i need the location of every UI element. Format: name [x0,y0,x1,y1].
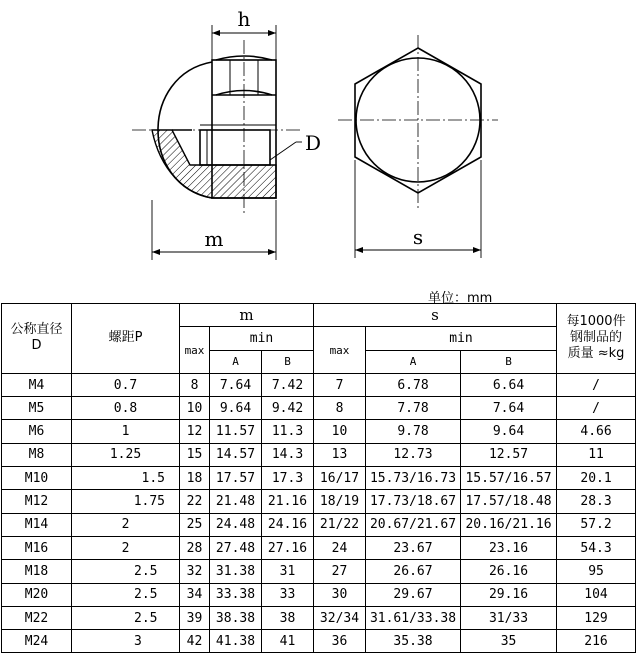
cell-p: 1 [72,420,180,443]
header-s-max: max [314,327,366,374]
cell-p: 0.8 [72,397,180,420]
label-h: h [237,7,251,31]
cell-s-a: 17.73/18.67 [366,490,461,513]
cell-w: 28.3 [557,490,636,513]
cell-m-b: 27.16 [262,536,314,559]
cell-s-a: 26.67 [366,560,461,583]
cell-s-max: 8 [314,397,366,420]
header-weight-l3: 质量 ≈kg [567,346,625,362]
cell-m-b: 38 [262,606,314,629]
table-body [2,373,636,653]
table-row [2,490,636,513]
table-row [2,443,636,466]
header-nominal [2,304,72,374]
cell-w: / [557,373,636,396]
cell-w: 57.2 [557,513,636,536]
cell-w: 95 [557,560,636,583]
cell-s-b: 7.64 [461,397,557,420]
cell-m-b: 24.16 [262,513,314,536]
header-s: s [314,304,557,327]
technical-drawing [0,0,636,290]
cell-m-a: 24.48 [210,513,262,536]
cell-s-b: 26.16 [461,560,557,583]
cell-m-a: 41.38 [210,630,262,653]
cell-s-a: 7.78 [366,397,461,420]
cell-p: 0.7 [72,373,180,396]
unit-label: 单位：mm [428,291,493,306]
table-row [2,606,636,629]
cell-m-a: 33.38 [210,583,262,606]
cell-s-a: 20.67/21.67 [366,513,461,536]
cell-d: M20 [2,583,72,606]
table-row [2,397,636,420]
cell-m-b: 41 [262,630,314,653]
header-m: m [180,304,314,327]
cell-p: 2 [72,536,180,559]
cell-s-b: 23.16 [461,536,557,559]
cell-s-b: 12.57 [461,443,557,466]
cell-w: 20.1 [557,467,636,490]
table-row [2,630,636,653]
cell-m-b: 21.16 [262,490,314,513]
header-pitch: 螺距P [72,304,180,374]
cell-m-max: 39 [180,606,210,629]
cell-m-b: 11.3 [262,420,314,443]
cell-d: M5 [2,397,72,420]
cell-w: 104 [557,583,636,606]
cell-s-a: 6.78 [366,373,461,396]
cell-m-a: 27.48 [210,536,262,559]
label-s: s [412,225,424,249]
header-m-b: B [262,350,314,373]
cell-p: 3 [72,630,180,653]
cell-s-max: 27 [314,560,366,583]
table-row [2,536,636,559]
cell-m-a: 9.64 [210,397,262,420]
cell-m-a: 17.57 [210,467,262,490]
cell-p: 2.5 [72,606,180,629]
cell-s-b: 31/33 [461,606,557,629]
cell-s-max: 36 [314,630,366,653]
cell-m-max: 42 [180,630,210,653]
header-nominal-sym: D [31,338,42,354]
cell-d: M24 [2,630,72,653]
dimension-table [1,303,636,653]
cell-w: 4.66 [557,420,636,443]
cell-s-max: 10 [314,420,366,443]
cell-s-max: 7 [314,373,366,396]
cell-d: M16 [2,536,72,559]
cell-p: 2.5 [72,583,180,606]
cell-s-max: 16/17 [314,467,366,490]
cell-s-a: 9.78 [366,420,461,443]
header-weight [557,304,636,374]
cell-s-b: 20.16/21.16 [461,513,557,536]
table-row [2,513,636,536]
header-s-a: A [366,350,461,373]
cell-w: 11 [557,443,636,466]
header-nominal-text: 公称直径 [10,322,63,338]
cell-p: 2 [72,513,180,536]
cell-m-a: 14.57 [210,443,262,466]
cell-s-max: 30 [314,583,366,606]
cell-d: M8 [2,443,72,466]
cell-m-max: 32 [180,560,210,583]
header-m-a: A [210,350,262,373]
cell-s-max: 13 [314,443,366,466]
table-row [2,467,636,490]
header-weight-l1: 每1000件 [566,314,626,330]
cell-m-max: 22 [180,490,210,513]
header-m-min: min [210,327,314,350]
cell-m-max: 18 [180,467,210,490]
cell-m-max: 25 [180,513,210,536]
header-m-max: max [180,327,210,374]
cell-d: M14 [2,513,72,536]
cell-s-b: 9.64 [461,420,557,443]
cell-p: 1.5 [72,467,180,490]
table-row [2,373,636,396]
section-hatch [152,130,276,198]
cell-s-max: 18/19 [314,490,366,513]
cell-d: M10 [2,467,72,490]
cell-s-b: 29.16 [461,583,557,606]
cell-s-b: 17.57/18.48 [461,490,557,513]
table-row [2,560,636,583]
cell-m-a: 38.38 [210,606,262,629]
cell-m-b: 7.42 [262,373,314,396]
cell-s-max: 24 [314,536,366,559]
cell-m-b: 33 [262,583,314,606]
cell-d: M22 [2,606,72,629]
cell-s-b: 6.64 [461,373,557,396]
cell-m-b: 9.42 [262,397,314,420]
cell-w: 129 [557,606,636,629]
cell-m-a: 7.64 [210,373,262,396]
header-s-min: min [366,327,557,350]
cell-s-a: 35.38 [366,630,461,653]
cell-s-a: 23.67 [366,536,461,559]
cell-p: 1.75 [72,490,180,513]
cell-d: M12 [2,490,72,513]
cell-m-a: 21.48 [210,490,262,513]
label-D: D [305,131,322,155]
cell-d: M18 [2,560,72,583]
label-m: m [204,227,224,251]
cell-w: / [557,397,636,420]
cell-m-max: 28 [180,536,210,559]
cell-m-b: 31 [262,560,314,583]
table-row [2,420,636,443]
cell-s-a: 15.73/16.73 [366,467,461,490]
cell-s-a: 29.67 [366,583,461,606]
cell-d: M4 [2,373,72,396]
cell-m-max: 15 [180,443,210,466]
cell-s-a: 31.61/33.38 [366,606,461,629]
table-row [2,583,636,606]
cell-m-a: 11.57 [210,420,262,443]
cell-s-a: 12.73 [366,443,461,466]
header-weight-l2: 钢制品的 [570,330,623,346]
cell-s-max: 32/34 [314,606,366,629]
cell-w: 54.3 [557,536,636,559]
cell-s-b: 15.57/16.57 [461,467,557,490]
cell-m-b: 14.3 [262,443,314,466]
cell-m-max: 34 [180,583,210,606]
cell-p: 1.25 [72,443,180,466]
cell-s-b: 35 [461,630,557,653]
cell-m-a: 31.38 [210,560,262,583]
cell-m-max: 10 [180,397,210,420]
cell-m-max: 8 [180,373,210,396]
cell-m-max: 12 [180,420,210,443]
cell-d: M6 [2,420,72,443]
cell-s-max: 21/22 [314,513,366,536]
cell-m-b: 17.3 [262,467,314,490]
header-s-b: B [461,350,557,373]
dim-D [270,142,302,160]
cell-p: 2.5 [72,560,180,583]
cell-w: 216 [557,630,636,653]
